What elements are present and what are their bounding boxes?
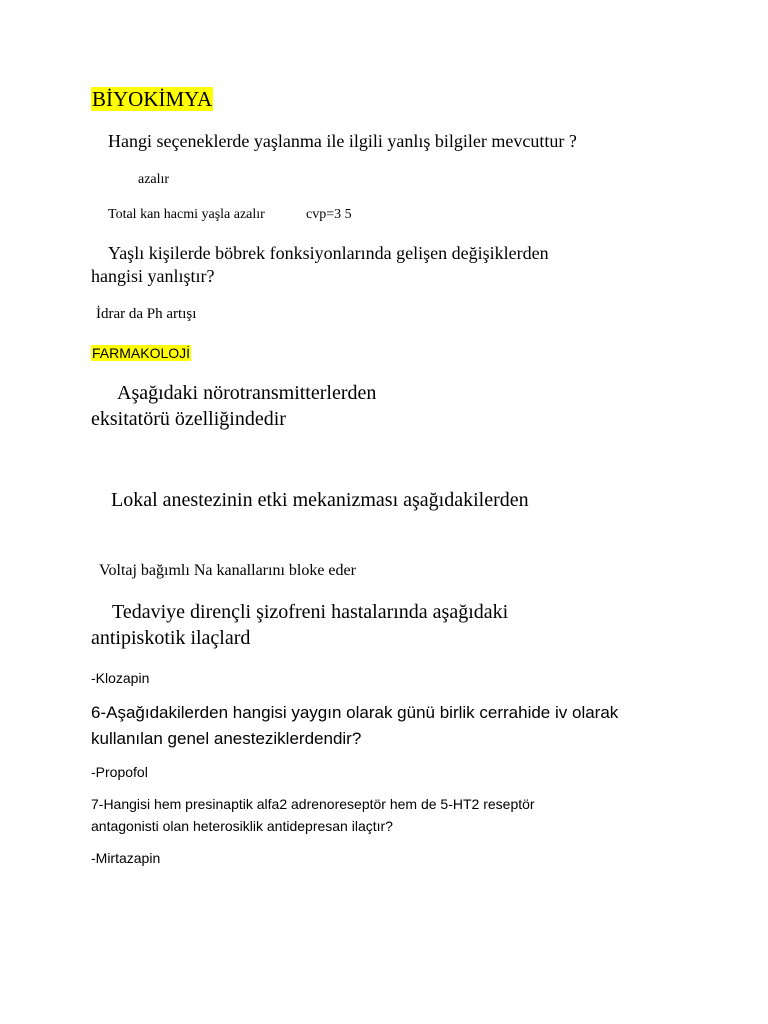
question-6-line-1: 6-Aşağıdakilerden hangisi yaygın olarak günü birlik cerrahide iv olarak	[91, 703, 619, 722]
section-heading-biyokimya	[91, 87, 213, 112]
answer-4: Voltaj bağımlı Na kanallarını bloke eder	[99, 562, 356, 579]
highlighted-text: FARMAKOLOJİ	[92, 345, 191, 361]
answer-2: İdrar da Ph artışı	[96, 306, 197, 322]
question-3-line-1: Aşağıdaki nörotransmitterlerden	[117, 382, 377, 404]
answer-7: -Mirtazapin	[91, 850, 161, 866]
question-4: Lokal anestezinin etki mekanizması aşağıdakilerden	[111, 489, 529, 511]
question-1: Hangi seçeneklerde yaşlanma ile ilgili yanlış bilgiler mevcuttur ?	[108, 131, 577, 151]
question-6-line-2: kullanılan genel anesteziklerdendir?	[91, 729, 362, 748]
answer-6: -Propofol	[91, 764, 148, 780]
answer-5: -Klozapin	[91, 670, 150, 686]
question-2-line-2: hangisi yanlıştır?	[91, 266, 215, 286]
question-5-line-2: antipiskotik ilaçlard	[91, 627, 251, 649]
question-5-line-1: Tedaviye dirençli şizofreni hastalarında aşağıdaki	[112, 601, 509, 623]
highlighted-text: BİYOKİMYA	[92, 87, 213, 111]
answer-1b: Total kan hacmi yaşla azalır	[108, 207, 265, 222]
answer-1a: azalır	[138, 172, 170, 187]
question-7-line-1: 7-Hangisi hem presinaptik alfa2 adrenoreseptör hem de 5-HT2 reseptör	[91, 796, 535, 812]
question-7-line-2: antagonisti olan heterosiklik antidepresan ilaçtır?	[91, 818, 393, 834]
answer-1c: cvp=3 5	[306, 207, 352, 222]
section-heading-farmakoloji	[91, 345, 191, 361]
question-3-line-2: eksitatörü özelliğindedir	[91, 408, 286, 430]
question-2-line-1: Yaşlı kişilerde böbrek fonksiyonlarında gelişen değişiklerden	[108, 243, 549, 263]
